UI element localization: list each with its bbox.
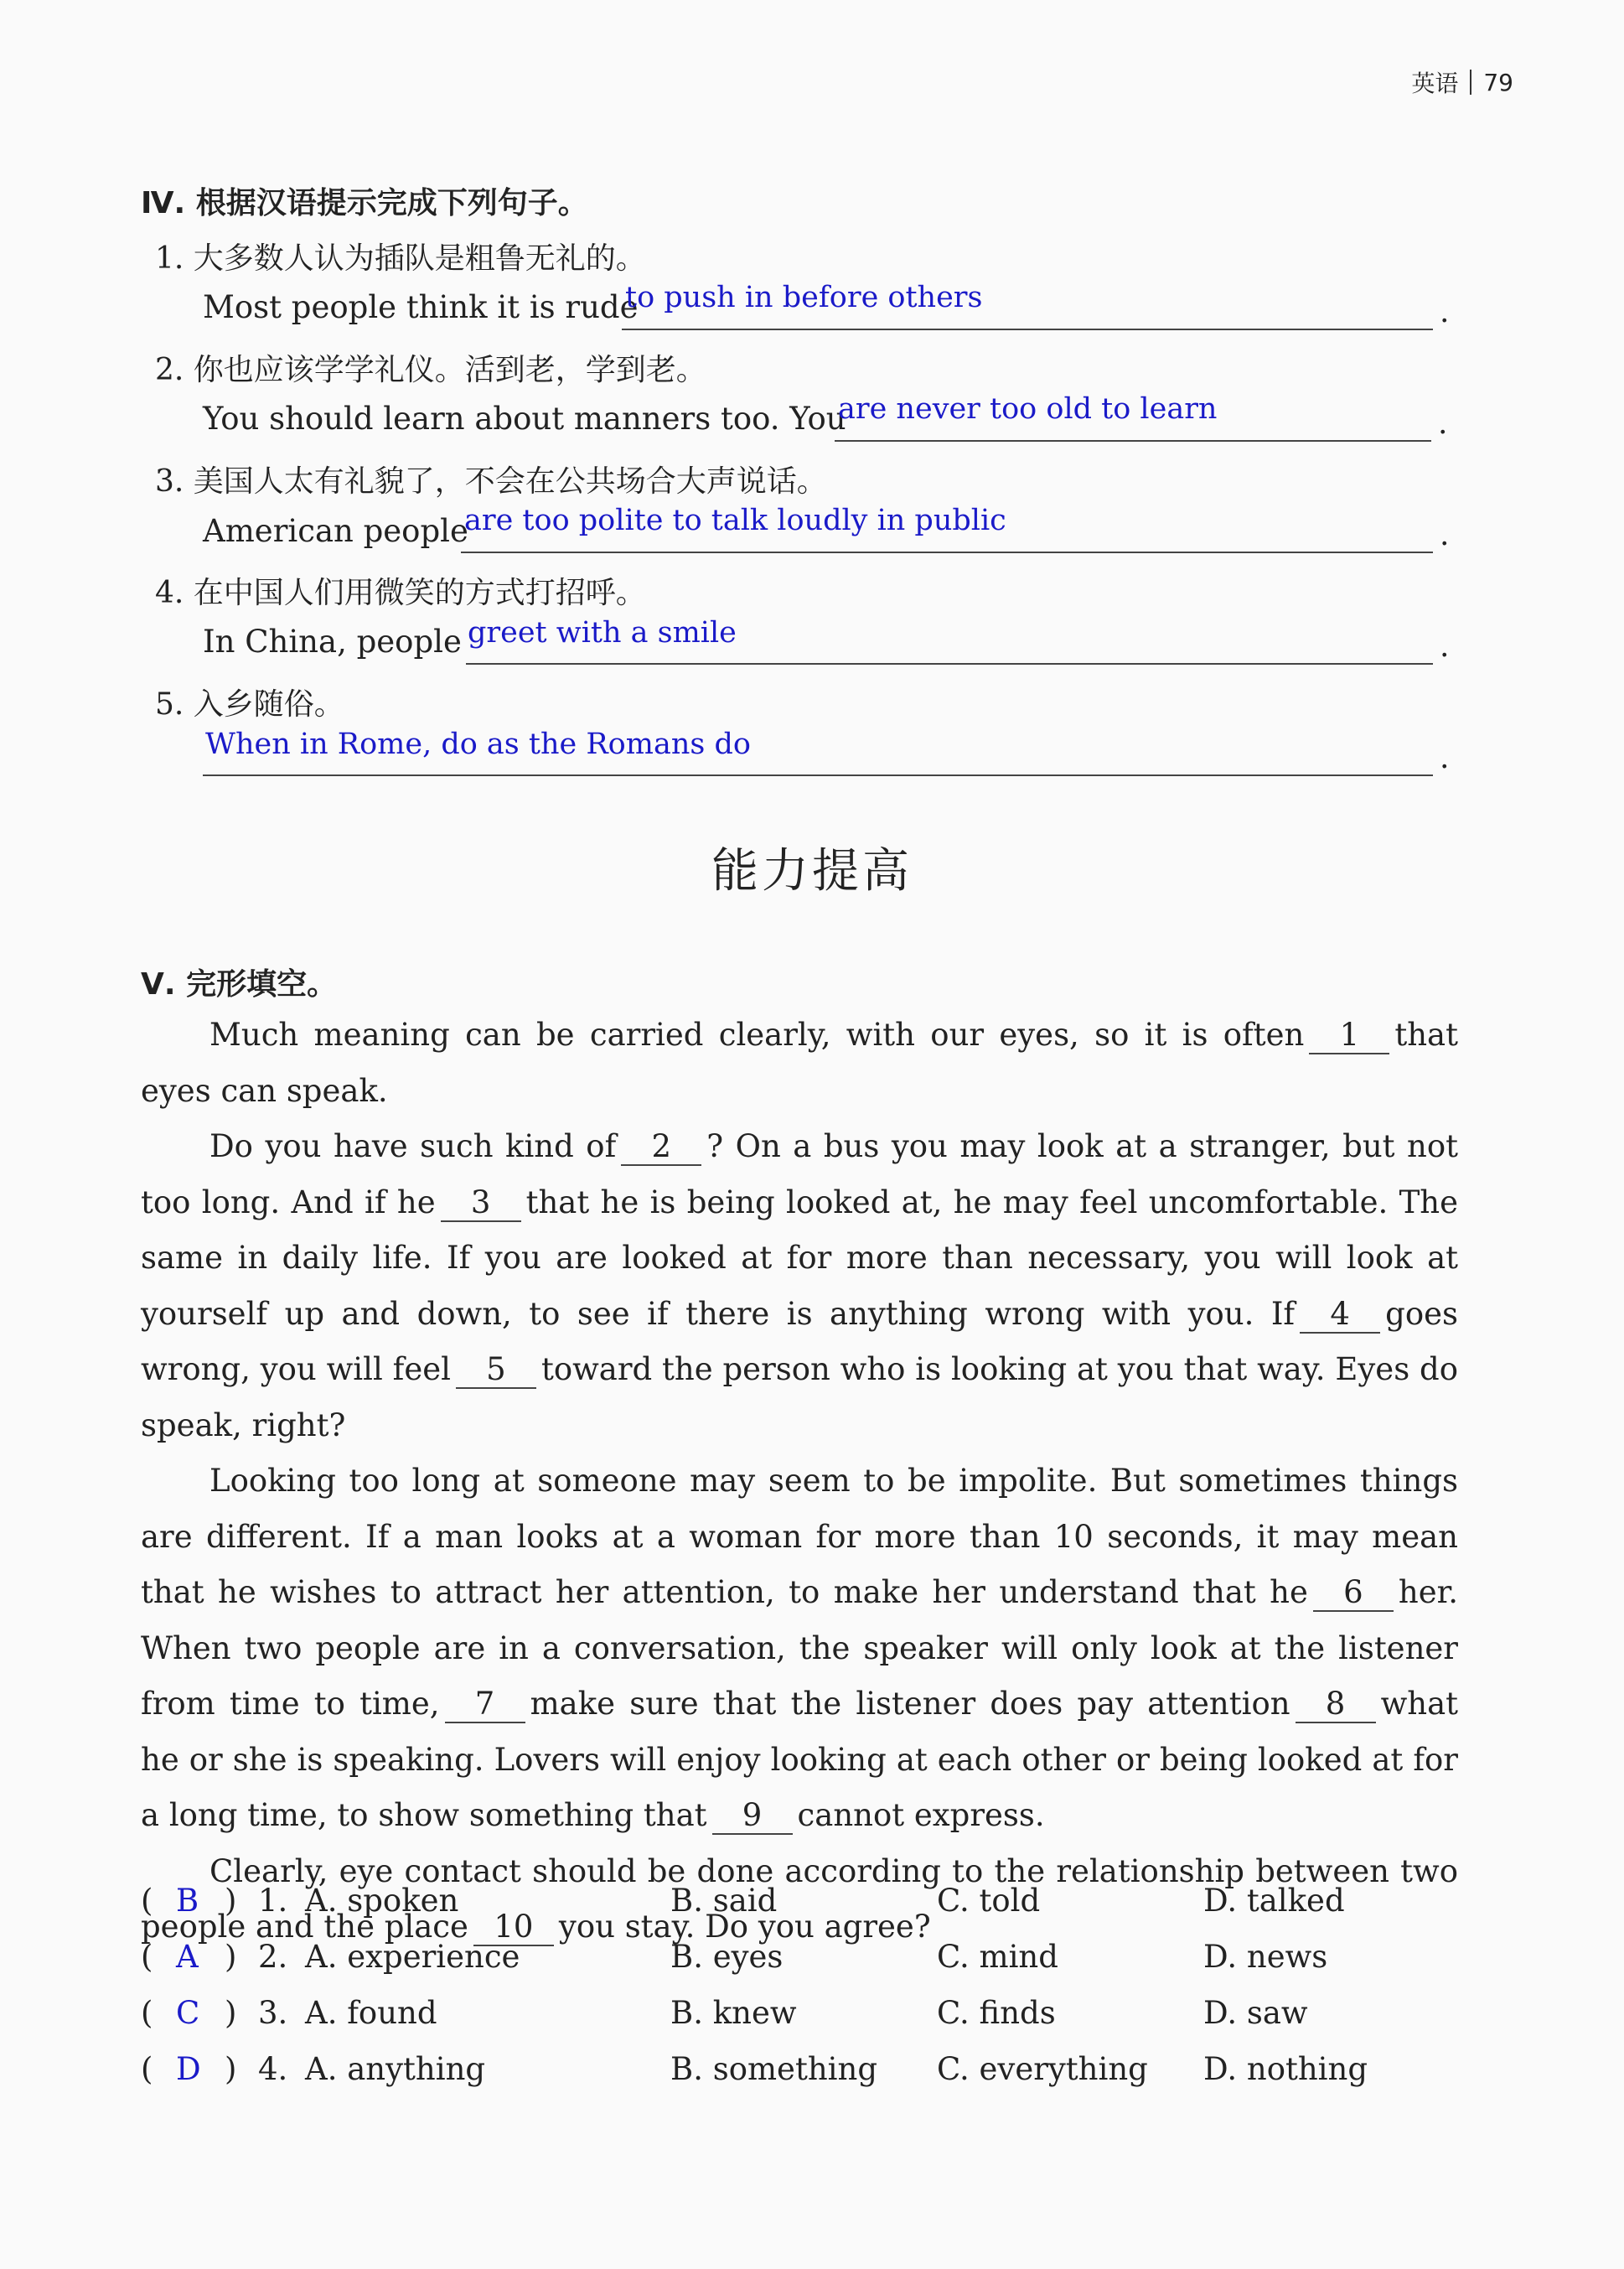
q2-chinese: 2. 你也应该学学礼仪。活到老，学到老。 — [155, 353, 706, 387]
option-d[interactable]: D. nothing — [1203, 2051, 1368, 2087]
answer-2[interactable]: A — [176, 1939, 199, 1975]
question-number: 3. — [258, 1995, 288, 2031]
option-c[interactable]: C. told — [937, 1883, 1041, 1919]
answer-3[interactable]: C — [176, 1995, 200, 2031]
answer-4[interactable]: D — [176, 2051, 201, 2087]
text-run: goes wrong, you will feel — [141, 1295, 1458, 1387]
blank-7[interactable]: 7 — [445, 1686, 525, 1723]
option-c[interactable]: C. mind — [937, 1939, 1058, 1975]
text-run: Do you have such kind of — [209, 1128, 617, 1164]
answer-1[interactable]: B — [176, 1883, 199, 1919]
text-run: Much meaning can be carried clearly, with our eyes, so it is often — [209, 1017, 1305, 1053]
option-d[interactable]: D. talked — [1203, 1883, 1345, 1919]
question-number: 4. — [258, 2051, 288, 2087]
q2-english-prefix: You should learn about manners too. You — [203, 401, 846, 437]
text-run: Looking too long at someone may seem to be impolite. But sometimes things are different. If a man looks at a woman for more than 10 seconds, it may mean that he wishes to attract her attention, to make her understand that he — [141, 1463, 1458, 1610]
section-4-title: Ⅳ. 根据汉语提示完成下列句子。 — [141, 186, 588, 220]
blank-8[interactable]: 8 — [1296, 1686, 1376, 1723]
text-run: what he or she is speaking. Lovers will enjoy looking at each other or being looked at for a long time, to show something that — [141, 1686, 1458, 1833]
section-5-title: Ⅴ. 完形填空。 — [141, 967, 338, 1002]
paren-close: ) — [225, 1995, 237, 2031]
page-header — [1411, 65, 1513, 99]
option-a[interactable]: A. anything — [305, 2051, 486, 2087]
q3-answer: are too polite to talk loudly in public — [464, 504, 1006, 537]
q1-english-prefix: Most people think it is rude — [203, 289, 639, 325]
blank-4[interactable]: 4 — [1300, 1297, 1380, 1334]
header-divider — [1470, 70, 1471, 95]
text-run: that eyes can speak. — [141, 1017, 1458, 1109]
blank-3[interactable]: 3 — [441, 1185, 521, 1222]
option-a[interactable]: A. experience — [305, 1939, 520, 1975]
paren-open: ( — [141, 1995, 153, 2031]
blank-10[interactable]: 10 — [473, 1909, 554, 1946]
blank-2[interactable]: 2 — [621, 1129, 701, 1166]
option-b[interactable]: B. something — [670, 2051, 878, 2087]
paren-close: ) — [225, 1939, 237, 1975]
subject-label: 英语 — [1411, 70, 1459, 97]
q4-english-prefix: In China, people — [203, 624, 462, 660]
text-run: that he is being looked at, he may feel uncomfortable. The same in daily life. If you are looked at for more than necessary, you will look at yourself up and down, to see if there is anything wrong with you. If — [141, 1184, 1459, 1332]
question-number: 2. — [258, 1939, 288, 1975]
q1-period: . — [1440, 295, 1450, 329]
option-a[interactable]: A. found — [305, 1995, 437, 2031]
q4-period: . — [1440, 629, 1450, 664]
paragraph-2 — [141, 1119, 1458, 1453]
option-b[interactable]: B. said — [670, 1883, 778, 1919]
blank-1[interactable]: 1 — [1309, 1018, 1389, 1054]
option-row-3 — [141, 1995, 1482, 2045]
option-row-1 — [141, 1883, 1482, 1933]
q4-chinese: 4. 在中国人们用微笑的方式打招呼。 — [155, 576, 646, 610]
option-row-2 — [141, 1939, 1482, 1989]
q1-answer: to push in before others — [625, 281, 983, 314]
paragraph-3 — [141, 1453, 1458, 1844]
blank-9[interactable]: 9 — [712, 1798, 793, 1835]
paren-open: ( — [141, 1883, 153, 1919]
paren-open: ( — [141, 1939, 153, 1975]
blank-6[interactable]: 6 — [1313, 1575, 1394, 1612]
q5-chinese: 5. 入乡随俗。 — [155, 687, 344, 722]
paren-close: ) — [225, 1883, 237, 1919]
blank-5[interactable]: 5 — [456, 1352, 536, 1389]
paren-open: ( — [141, 2051, 153, 2087]
text-run: you stay. Do you agree? — [558, 1909, 931, 1945]
option-c[interactable]: C. finds — [937, 1995, 1056, 2031]
option-d[interactable]: D. news — [1203, 1939, 1328, 1975]
q1-chinese: 1. 大多数人认为插队是粗鲁无礼的。 — [155, 241, 646, 276]
text-run: ? On a bus you may look at a stranger, but not too long. And if he — [141, 1128, 1458, 1220]
text-run: toward the person who is looking at you that way. Eyes do speak, right? — [141, 1351, 1458, 1443]
text-run: her. When two people are in a conversation, the speaker will only look at the listener from time to time, — [141, 1574, 1458, 1722]
q3-english-prefix: American people — [203, 513, 468, 549]
q4-answer: greet with a smile — [468, 616, 737, 650]
option-b[interactable]: B. knew — [670, 1995, 797, 2031]
option-c[interactable]: C. everything — [937, 2051, 1148, 2087]
option-row-4 — [141, 2051, 1482, 2101]
text-run: Clearly, eye contact should be done according to the relationship between two people and the place — [141, 1852, 1458, 1945]
q2-period: . — [1438, 407, 1448, 441]
text-run: cannot express. — [797, 1797, 1045, 1833]
q2-answer: are never too old to learn — [838, 392, 1218, 426]
paragraph-1 — [141, 1008, 1458, 1119]
q5-answer: When in Rome, do as the Romans do — [205, 728, 751, 761]
text-run: make sure that the listener does pay attention — [530, 1686, 1290, 1722]
option-b[interactable]: B. eyes — [670, 1939, 784, 1975]
cloze-passage — [141, 1008, 1458, 1956]
page-number: 79 — [1483, 68, 1513, 96]
option-a[interactable]: A. spoken — [305, 1883, 459, 1919]
paren-close: ) — [225, 2051, 237, 2087]
option-d[interactable]: D. saw — [1203, 1995, 1308, 2031]
question-number: 1. — [258, 1883, 288, 1919]
q5-period: . — [1440, 741, 1450, 775]
section-heading: 能力提高 — [711, 844, 913, 899]
q3-period: . — [1440, 518, 1450, 552]
q3-chinese: 3. 美国人太有礼貌了，不会在公共场合大声说话。 — [155, 464, 827, 499]
